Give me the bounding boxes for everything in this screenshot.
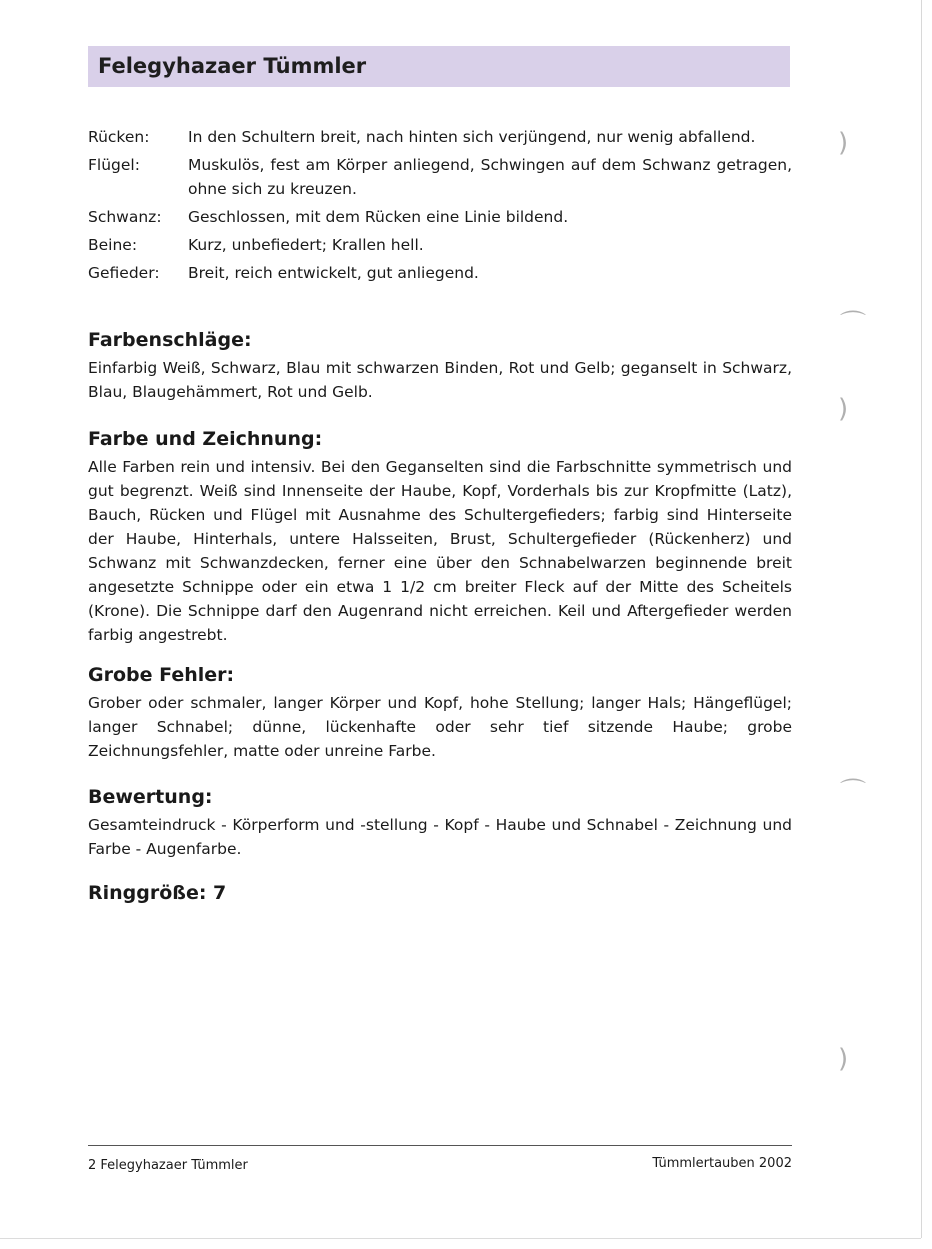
section-heading: Grobe Fehler:: [88, 664, 235, 686]
punch-hole-mark: ⌒: [840, 310, 867, 340]
section-heading: Farbenschläge:: [88, 329, 252, 351]
section-heading: Farbe und Zeichnung:: [88, 428, 323, 450]
section-farbe-zeichnung: [88, 427, 792, 647]
property-row-fluegel: [88, 153, 792, 201]
property-label: Rücken:: [88, 128, 150, 146]
property-value: Breit, reich entwickelt, gut anliegend.: [188, 264, 479, 282]
property-row-schwanz: [88, 205, 792, 229]
property-label: Gefieder:: [88, 264, 160, 282]
property-value: In den Schultern breit, nach hinten sich verjüngend, nur wenig abfallend.: [188, 128, 756, 146]
punch-hole-mark: ): [838, 128, 849, 158]
section-body: Gesamteindruck - Körperform und -stellung - Kopf - Haube und Schnabel - Zeichnung und Farbe - Augenfarbe.: [88, 816, 792, 858]
property-row-gefieder: [88, 261, 792, 285]
page-title: Felegyhazaer Tümmler: [98, 54, 367, 78]
punch-hole-mark: ): [838, 394, 849, 424]
section-body: Alle Farben rein und intensiv. Bei den Geganselten sind die Farbschnitte symmetrisch und gut begrenzt. Weiß sind Innenseite der Haube, Kopf, Vorderhals bis zur Kropfmitte (Latz), Bauch, Rücken und Flügel mit Ausnahme des Schultergefieders; farbig sind Hinterseite der Haube, Hinterhals, untere Halsseiten, Brust, Schultergefieder (Rückenherz) und Schwanz mit Schwanzdecken, ferner eine über den Schnabelwarzen beginnende breit angesetzte Schnippe oder ein etwa 1 1/2 cm breiter Fleck auf der Mitte des Scheitels (Krone). Die Schnippe darf den Augenrand nicht erreichen. Keil und Aftergefieder werden farbig angestrebt.: [88, 458, 792, 644]
property-value: Kurz, unbefiedert; Krallen hell.: [188, 236, 424, 254]
property-row-beine: [88, 233, 792, 257]
page-right-edge: [921, 0, 922, 1238]
property-label: Flügel:: [88, 156, 140, 174]
property-row-ruecken: [88, 125, 792, 149]
section-bewertung: [88, 785, 792, 861]
property-label: Schwanz:: [88, 208, 162, 226]
punch-hole-mark: ⌒: [840, 778, 867, 808]
section-heading: Bewertung:: [88, 786, 213, 808]
properties-list: [88, 125, 792, 289]
ring-size: Ringgröße: 7: [88, 882, 227, 904]
property-value: Muskulös, fest am Körper anliegend, Schwingen auf dem Schwanz getragen, ohne sich zu kreuzen.: [188, 156, 792, 198]
section-grobe-fehler: [88, 663, 792, 763]
footer-divider: [88, 1145, 792, 1146]
section-body: Einfarbig Weiß, Schwarz, Blau mit schwarzen Binden, Rot und Gelb; geganselt in Schwarz, Blau, Blaugehämmert, Rot und Gelb.: [88, 359, 792, 401]
section-body: Grober oder schmaler, langer Körper und Kopf, hohe Stellung; langer Hals; Hängeflügel; langer Schnabel; dünne, lückenhafte oder sehr tief sitzende Haube; grobe Zeichnungsfehler, matte oder unreine Farbe.: [88, 694, 792, 760]
property-label: Beine:: [88, 236, 138, 254]
section-farbenschlaege: [88, 328, 792, 404]
property-value: Geschlossen, mit dem Rücken eine Linie bildend.: [188, 208, 569, 226]
punch-hole-mark: ): [838, 1044, 849, 1074]
title-banner: [88, 46, 790, 87]
footer-right: Tümmlertauben 2002: [652, 1156, 792, 1171]
page-bottom-edge: [0, 1238, 921, 1239]
footer-left: 2 Felegyhazaer Tümmler: [88, 1158, 248, 1173]
